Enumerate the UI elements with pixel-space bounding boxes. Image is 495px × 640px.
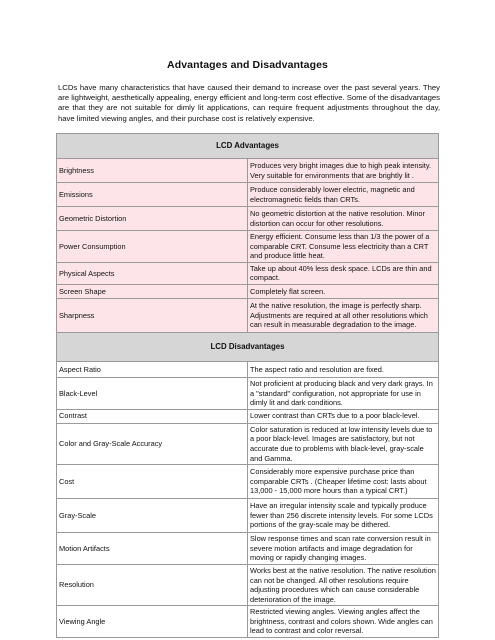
row-label: Resolution bbox=[57, 564, 248, 605]
row-label: Gray-Scale bbox=[57, 499, 248, 533]
table-row bbox=[57, 564, 439, 605]
row-text: Take up about 40% less desk space. LCDs are thin and compact. bbox=[248, 262, 439, 284]
table-row bbox=[57, 423, 439, 464]
page-title: Advantages and Disadvantages bbox=[167, 59, 328, 71]
row-text: Lower contrast than CRTs due to a poor black-level. bbox=[248, 409, 439, 423]
section-row-disadvantages bbox=[57, 332, 439, 361]
row-label: Screen Shape bbox=[57, 284, 248, 298]
row-text: Energy efficient. Consume less than 1/3 the power of a comparable CRT. Consume less electricity than a CRT and produce little heat. bbox=[248, 231, 439, 263]
row-text: Works best at the native resolution. The native resolution can not be changed. All other resolutions require adjusting procedures which can cause considerable deterioration of the image. bbox=[248, 564, 439, 605]
row-label: Power Consumption bbox=[57, 231, 248, 263]
table-row bbox=[57, 207, 439, 231]
section-heading-disadvantages: LCD Disadvantages bbox=[57, 332, 439, 361]
table-row bbox=[57, 606, 439, 638]
table-row bbox=[57, 499, 439, 533]
row-label: Black-Level bbox=[57, 377, 248, 409]
row-label: Aspect Ratio bbox=[57, 361, 248, 377]
table-row bbox=[57, 361, 439, 377]
row-text: Not proficient at producing black and very dark grays. In a "standard" configuration, not appropriate for use in dimly lit and dark conditions. bbox=[248, 377, 439, 409]
row-label: Emissions bbox=[57, 183, 248, 207]
row-label: Contrast bbox=[57, 409, 248, 423]
table-row bbox=[57, 409, 439, 423]
row-label: Color and Gray-Scale Accuracy bbox=[57, 423, 248, 464]
row-text: The aspect ratio and resolution are fixed. bbox=[248, 361, 439, 377]
table-row bbox=[57, 262, 439, 284]
table-row bbox=[57, 284, 439, 298]
row-label: Motion Artifacts bbox=[57, 533, 248, 565]
table-row bbox=[57, 533, 439, 565]
row-label: Brightness bbox=[57, 159, 248, 183]
row-label: Sharpness bbox=[57, 298, 248, 332]
row-label: Geometric Distortion bbox=[57, 207, 248, 231]
row-text: No geometric distortion at the native resolution. Minor distortion can occur for other resolutions. bbox=[248, 207, 439, 231]
comparison-table bbox=[56, 133, 439, 638]
table-row bbox=[57, 183, 439, 207]
row-text: Restricted viewing angles. Viewing angles affect the brightness, contrast and colors shown. Wide angles can lead to contrast and color reversal. bbox=[248, 606, 439, 638]
section-row-advantages bbox=[57, 134, 439, 159]
row-text: Produces very bright images due to high peak intensity. Very suitable for environments that are brightly lit . bbox=[248, 159, 439, 183]
table-row bbox=[57, 231, 439, 263]
row-text: Have an irregular intensity scale and typically produce fewer than 256 discrete intensity levels. For some LCDs portions of the gray-scale may be dithered. bbox=[248, 499, 439, 533]
row-text: Produce considerably lower electric, magnetic and electromagnetic fields than CRTs. bbox=[248, 183, 439, 207]
table-row bbox=[57, 159, 439, 183]
table-row bbox=[57, 377, 439, 409]
row-label: Physical Aspects bbox=[57, 262, 248, 284]
row-text: Color saturation is reduced at low intensity levels due to a poor black-level. Images are satisfactory, but not accurate due to problems with black-level, gray-scale and Gamma. bbox=[248, 423, 439, 464]
table-row bbox=[57, 298, 439, 332]
row-label: Viewing Angle bbox=[57, 606, 248, 638]
table-row bbox=[57, 465, 439, 499]
intro-paragraph: LCDs have many characteristics that have caused their demand to increase over the past several years. They are lightweight, aesthetically appealing, energy efficient and long-term cost effective. Some of the disadvantages are that they are not suitable for dimly lit applications, can require frequent adjustments throughout the day, have limited viewing angles, and their purchase cost is relatively expensive. bbox=[58, 83, 440, 123]
row-text: Completely flat screen. bbox=[248, 284, 439, 298]
row-text: Slow response times and scan rate conversion result in severe motion artifacts and image degradation for moving or rapidly changing images. bbox=[248, 533, 439, 565]
row-text: At the native resolution, the image is perfectly sharp. Adjustments are required at all other resolutions which can result in measurable degradation to the image. bbox=[248, 298, 439, 332]
row-label: Cost bbox=[57, 465, 248, 499]
section-heading-advantages: LCD Advantages bbox=[57, 134, 439, 159]
row-text: Considerably more expensive purchase price than comparable CRTs . (Cheaper lifetime cost: lasts about 13,000 - 15,000 more hours than a typical CRT.) bbox=[248, 465, 439, 499]
